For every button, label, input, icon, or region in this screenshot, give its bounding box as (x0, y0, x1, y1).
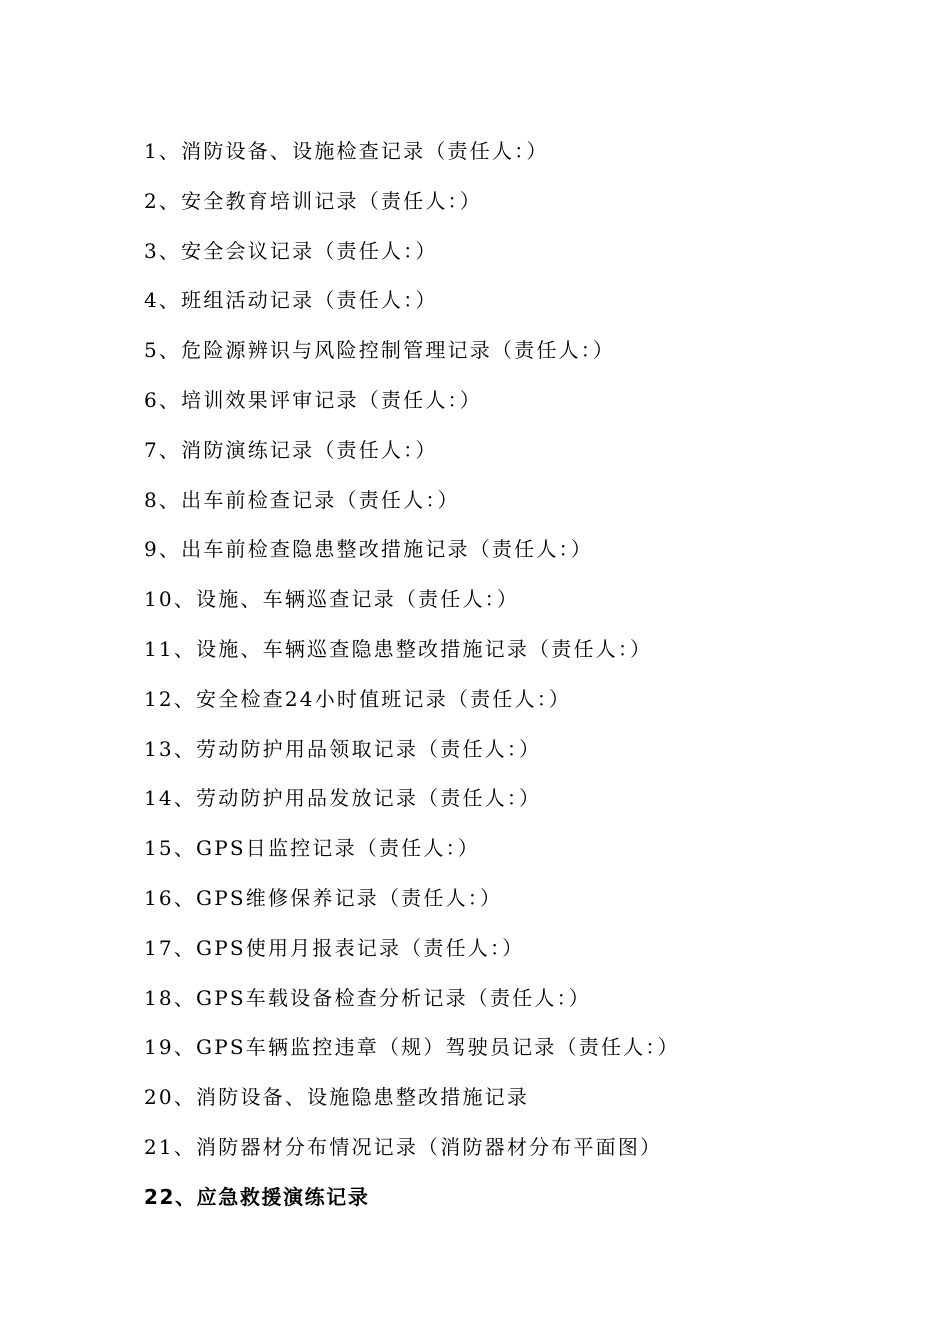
list-item: 14、劳动防护用品发放记录（责任人：） (144, 786, 542, 811)
list-item: 20、消防设备、设施隐患整改措施记录 (144, 1085, 530, 1110)
list-item: 17、GPS使用月报表记录（责任人：） (144, 935, 525, 960)
list-item: 7、消防演练记录（责任人：） (144, 437, 438, 462)
list-item: 13、劳动防护用品领取记录（责任人：） (144, 736, 542, 761)
list-item: 9、出车前检查隐患整改措施记录（责任人：） (144, 537, 593, 562)
list-item: 4、班组活动记录（责任人：） (144, 288, 438, 313)
list-item: 16、GPS维修保养记录（责任人：） (144, 885, 503, 910)
list-item: 8、出车前检查记录（责任人：） (144, 487, 460, 512)
list-item: 12、安全检查24小时值班记录（责任人：） (144, 686, 572, 711)
list-item-bold: 22、应急救援演练记录 (144, 1184, 370, 1209)
list-item: 2、安全教育培训记录（责任人：） (144, 188, 482, 213)
list-item: 1、消防设备、设施检查记录（责任人：） (144, 139, 549, 163)
list-item: 5、危险源辨识与风险控制管理记录（责任人：） (144, 338, 616, 363)
list-item: 11、设施、车辆巡查隐患整改措施记录（责任人：） (144, 636, 653, 661)
list-item: 21、消防器材分布情况记录（消防器材分布平面图） (144, 1134, 663, 1159)
list-item: 3、安全会议记录（责任人：） (144, 238, 438, 263)
list-item: 15、GPS日监控记录（责任人：） (144, 836, 480, 861)
list-item: 6、培训效果评审记录（责任人：） (144, 387, 482, 412)
list-item: 19、GPS车辆监控违章（规）驾驶员记录（责任人：） (144, 1035, 680, 1060)
record-list (144, 133, 924, 1229)
list-item: 18、GPS车载设备检查分析记录（责任人：） (144, 985, 591, 1010)
list-item: 10、设施、车辆巡查记录（责任人：） (144, 587, 520, 612)
